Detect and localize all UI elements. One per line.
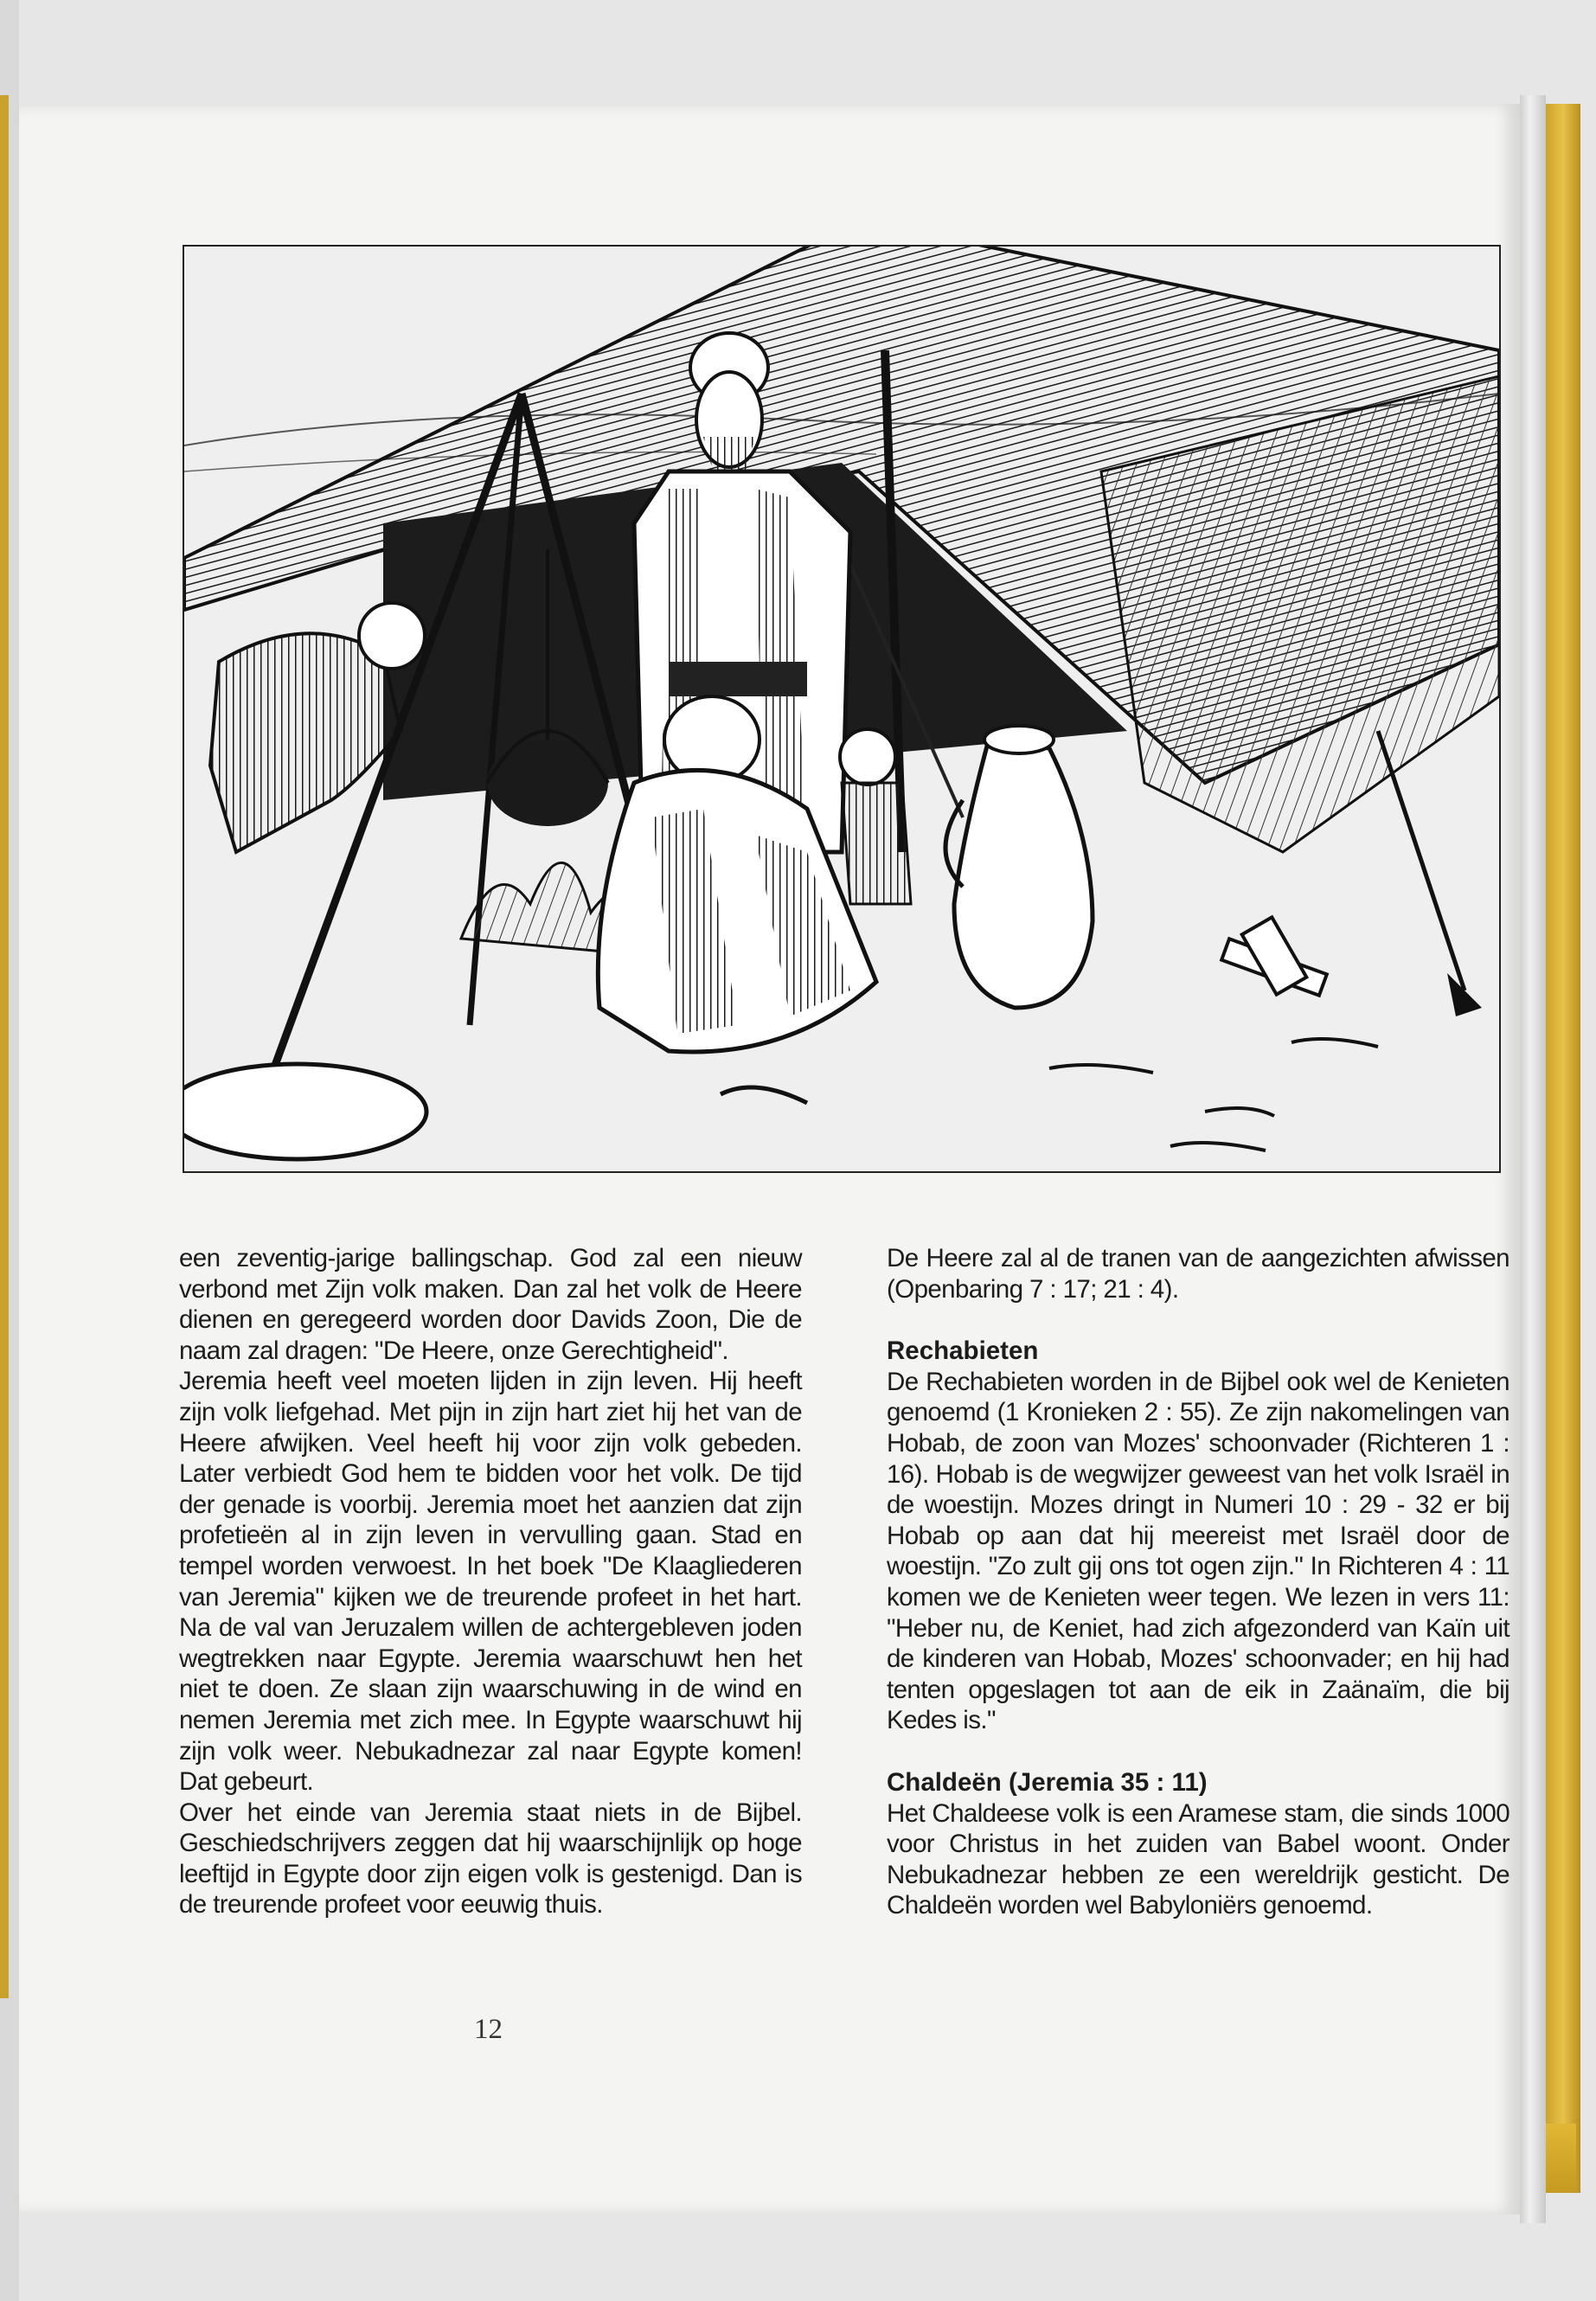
page-stack-edge <box>1520 95 1546 2223</box>
left-paragraph-2: Jeremia heeft veel moeten lijden in zijn leven. Hij heeft zijn volk liefgehad. Met pijn in zijn hart ziet hij het van de Heere afwijken. Veel heeft hij voor zijn volk gebeden. Later verbiedt God hem te bidden voor het volk. De tijd der genade is voorbij. Jeremia moet het aanzien dat zijn profetieën al in zijn leven in vervulling gaan. Stad en tempel worden verwoest. In het boek "De Klaagliederen van Jeremia" kijken we de treurende profeet in het hart. Na de val van Jeruzalem willen de achtergebleven joden wegtrekken naar Egypte. Jeremia waarschuwt hen het niet te doen. Ze slaan zijn waarschuwing in de wind en nemen Jeremia met zich mee. In Egypte waarschuwt hij zijn volk weer. Nebukadnezar zal naar Egypte komen! Dat gebeurt. <box>179 1367 802 1797</box>
section-heading-chaldeen: Chaldeën (Jeremia 35 : 11) <box>887 1767 1208 1797</box>
section-body-rechabieten: De Rechabieten worden in de Bijbel ook wel de Kenieten genoemd (1 Kronieken 2 : 55). Ze zijn nakomelingen van Hobab, de zoon van Mozes' schoonvader (Richteren 1 : 16). Hobab is de wegwijzer geweest van het volk Israël in de woestijn. Mozes dringt in Numeri 10 : 29 - 32 er bij Hobab op aan dat hij meereist met Israël door de woestijn. "Zo zult gij ons tot ogen zijn." In Richteren 4 : 11 komen we de Kenieten weer tegen. We lezen in vers 11: "Heber nu, de Keniet, had zich afgezonderd van Kaïn uit de kinderen van Hobab, Mozes' schoonvader; en hij had tenten opgeslagen tot aan de eik in Zaänaïm, die bij Kedes is." <box>887 1367 1509 1735</box>
left-paragraph-3: Over het einde van Jeremia staat niets in de Bijbel. Geschiedschrijvers zeggen dat hij waarschijnlijk op hoge leeftijd in Egypte door zijn eigen volk is gestenigd. Dan is de treurende profeet voor eeuwig thuis. <box>179 1798 802 1920</box>
left-text-column <box>179 1243 802 1920</box>
book-cover-edge-left <box>0 95 9 1998</box>
section-heading-rechabieten: Rechabieten <box>887 1336 1039 1366</box>
illustration-drawing <box>184 247 1499 1171</box>
section-body-chaldeen: Het Chaldeese volk is een Aramese stam, die sinds 1000 voor Christus in het zuiden van Babel woont. Onder Nebukadnezar hebben ze een wereldrijk gesticht. De Chaldeën worden wel Babyloniërs genoemd. <box>887 1798 1509 1920</box>
spacer <box>887 1736 1509 1767</box>
right-text-column <box>887 1243 1509 1921</box>
right-intro-paragraph: De Heere zal al de tranen van de aangezichten afwissen (Openbaring 7 : 17; 21 : 4). <box>887 1244 1509 1304</box>
left-paragraph-1: een zeventig-jarige ballingschap. God zal een nieuw verbond met Zijn volk maken. Dan zal het volk de Heere dienen en geregeerd worden door Davids Zoon, Die de naam zal dragen: "De Heere, onze Gerechtigheid". <box>179 1244 802 1365</box>
page-number: 12 <box>474 2014 503 2045</box>
spacer <box>887 1304 1509 1336</box>
tent-camp-illustration <box>183 245 1501 1173</box>
book-cover-edge-right <box>1546 104 1580 2193</box>
